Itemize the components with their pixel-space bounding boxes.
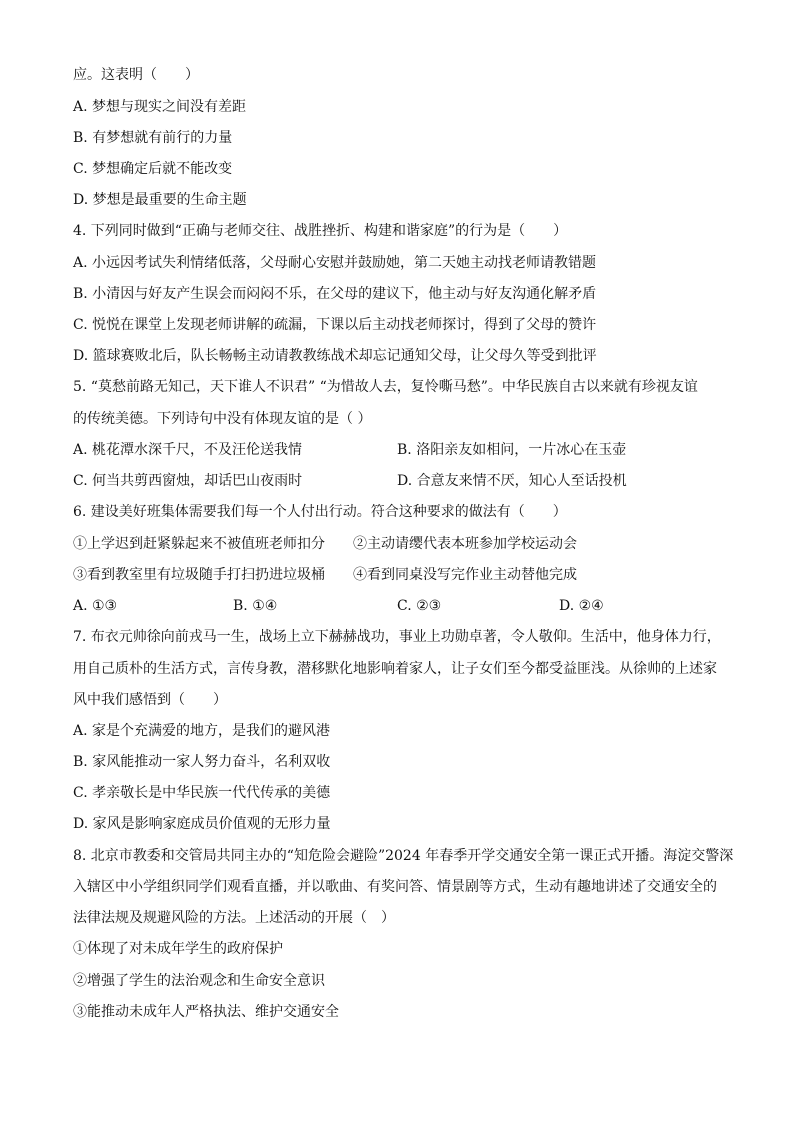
q7-option-a: A. 家是个充满爱的地方，是我们的避风港 xyxy=(73,723,331,739)
q4-option-c: C. 悦悦在课堂上发现老师讲解的疏漏，下课以后主动找老师探讨，得到了父母的赞许 xyxy=(73,317,597,333)
q5-option-c: C. 何当共剪西窗烛，却话巴山夜雨时 xyxy=(73,473,303,489)
q7-stem-line-3: 风中我们感悟到（ ） xyxy=(73,692,227,708)
q4-option-a: A. 小远因考试失利情绪低落，父母耐心安慰并鼓励她，第二天她主动找老师请教错题 xyxy=(73,255,597,271)
q7-stem-line-2: 用自己质朴的生活方式，言传身教，潜移默化地影响着家人，让子女们至今都受益匪浅。从徐帅的上述家 xyxy=(73,661,717,677)
q4-option-b: B. 小清因与好友产生误会而闷闷不乐，在父母的建议下，他主动与好友沟通化解矛盾 xyxy=(73,286,597,302)
q3-option-b: B. 有梦想就有前行的力量 xyxy=(73,130,233,146)
q5-option-a: A. 桃花潭水深千尺，不及汪伦送我情 xyxy=(73,442,303,458)
q8-stem-line-3: 法律法规及规避风险的方法。上述活动的开展（ ） xyxy=(73,910,395,926)
q6-item-3: ③看到教室里有垃圾随手打扫扔进垃圾桶 xyxy=(73,567,325,583)
q5-stem-line-2: 的传统美德。下列诗句中没有体现友谊的是（ ） xyxy=(73,411,372,427)
q8-stem-line-2: 入辖区中小学组织同学们观看直播，并以歌曲、有奖问答、情景剧等方式，生动有趣地讲述了交通安全的 xyxy=(73,879,717,895)
q6-stem: 6. 建设美好班集体需要我们每一个人付出行动。符合这种要求的做法有（ ） xyxy=(73,504,567,520)
q5-stem-line-1: 5. “莫愁前路无知己，天下谁人不识君” “为惜故人去，复怜嘶马愁”。中华民族自古以来就有珍视友谊 xyxy=(73,379,698,395)
q8-stem-line-1: 8. 北京市教委和交管局共同主办的“知危险会避险”2024 年春季开学交通安全第一课正式开播。海淀交警深 xyxy=(73,848,734,864)
q6-option-b: B. ①④ xyxy=(233,598,278,614)
q7-option-d: D. 家风是影响家庭成员价值观的无形力量 xyxy=(73,816,331,832)
q4-stem: 4. 下列同时做到“正确与老师交往、战胜挫折、构建和谐家庭”的行为是（ ） xyxy=(73,223,568,239)
question-continuation: 应。这表明（ ） xyxy=(73,67,199,83)
q6-option-c: C. ②③ xyxy=(397,598,442,614)
q7-option-b: B. 家风能推动一家人努力奋斗，名利双收 xyxy=(73,754,331,770)
q3-option-c: C. 梦想确定后就不能改变 xyxy=(73,161,233,177)
q7-stem-line-1: 7. 布衣元帅徐向前戎马一生，战场上立下赫赫战功，事业上功勋卓著，令人敬仰。生活中，他身体力行， xyxy=(73,629,721,645)
q8-item-1: ①体现了对未成年学生的政府保护 xyxy=(73,941,283,957)
q4-option-d: D. 篮球赛败北后，队长畅畅主动请教教练战术却忘记通知父母，让父母久等受到批评 xyxy=(73,348,597,364)
q3-option-d: D. 梦想是最重要的生命主题 xyxy=(73,192,247,208)
q3-option-a: A. 梦想与现实之间没有差距 xyxy=(73,99,247,115)
q6-option-d: D. ②④ xyxy=(559,598,604,614)
q8-item-3: ③能推动未成年人严格执法、维护交通安全 xyxy=(73,1004,339,1020)
q5-option-d: D. 合意友来情不厌，知心人至话投机 xyxy=(397,473,627,489)
q7-option-c: C. 孝亲敬长是中华民族一代代传承的美德 xyxy=(73,785,331,801)
q6-item-2: ②主动请缨代表本班参加学校运动会 xyxy=(353,536,577,552)
q5-option-b: B. 洛阳亲友如相问，一片冰心在玉壶 xyxy=(397,442,627,458)
q6-item-1: ①上学迟到赶紧躲起来不被值班老师扣分 xyxy=(73,536,325,552)
q8-item-2: ②增强了学生的法治观念和生命安全意识 xyxy=(73,973,325,989)
q6-option-a: A. ①③ xyxy=(73,598,118,614)
q6-item-4: ④看到同桌没写完作业主动替他完成 xyxy=(353,567,577,583)
